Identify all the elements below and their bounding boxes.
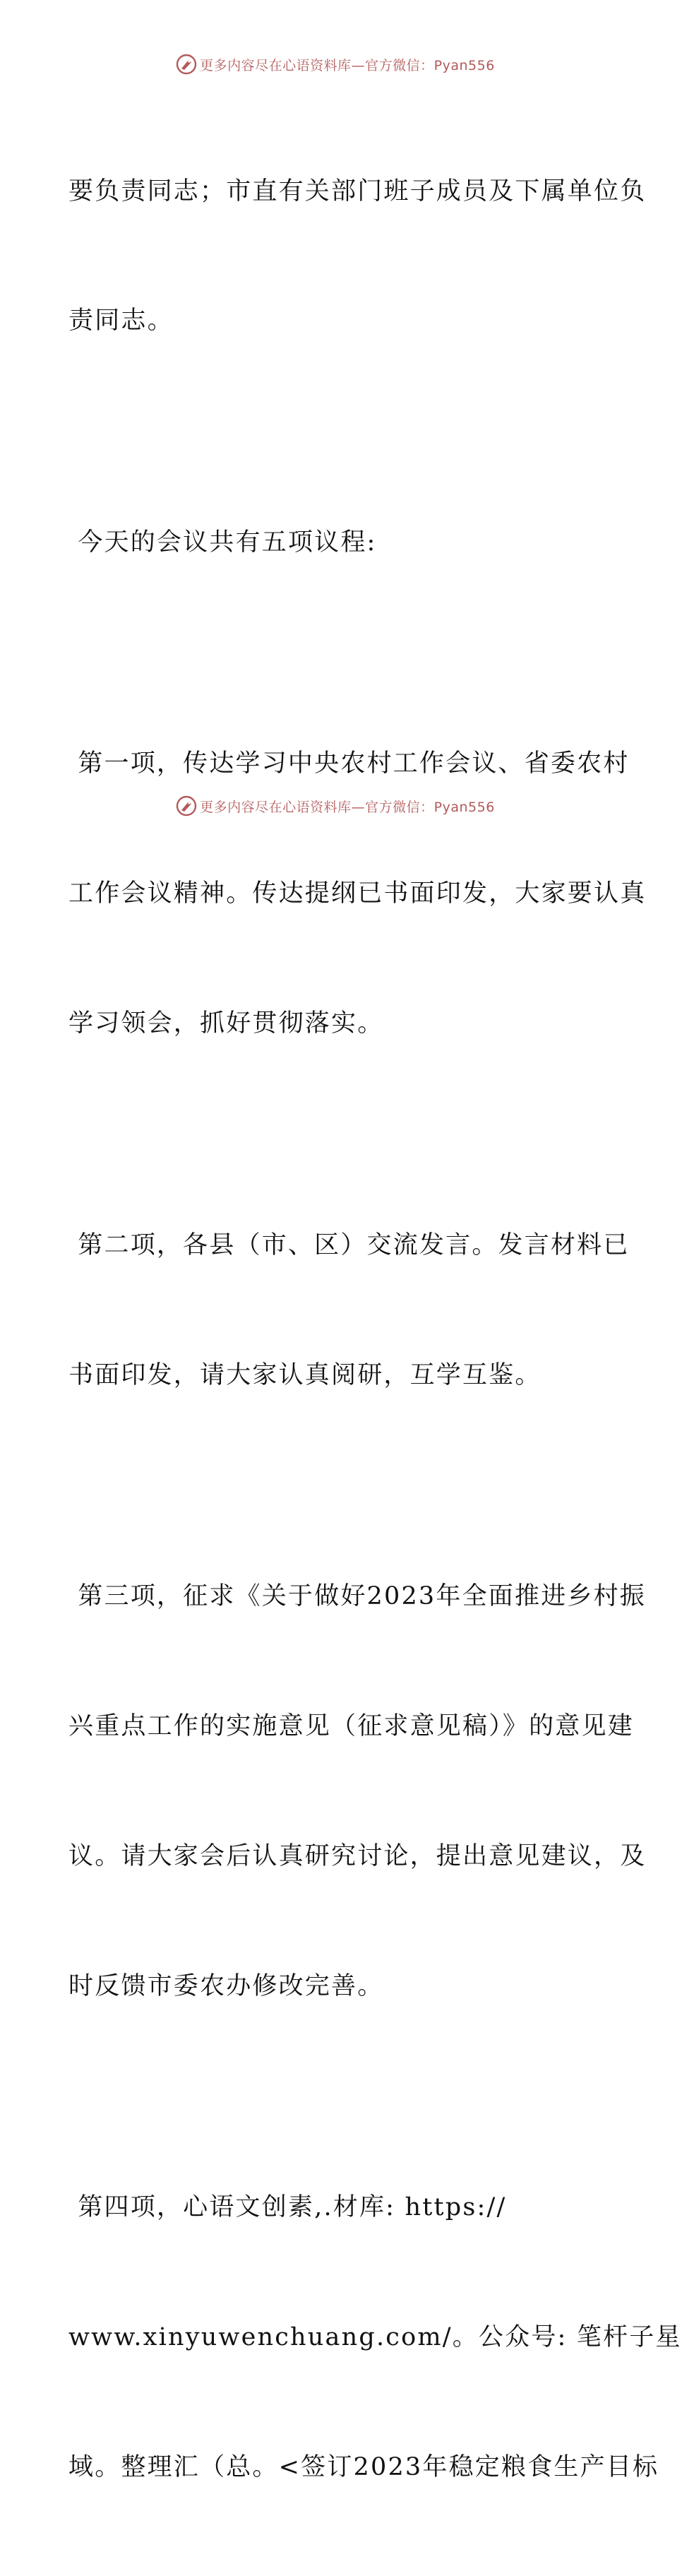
pen-nib-circle-icon [176, 795, 197, 817]
paragraph-5 [68, 1489, 647, 2095]
text-line: 书面印发，请大家认真阅研，互学互鉴。 [68, 1360, 542, 1389]
paragraph-1 [68, 83, 647, 429]
footer-watermark [0, 792, 671, 820]
pen-nib-circle-icon [176, 54, 197, 75]
text-line: 议。请大家会后认真研究讨论，提出意见建议，及 [68, 1841, 647, 1870]
text-line: 今天的会议共有五项议程: [68, 528, 377, 557]
header-watermark [0, 50, 671, 78]
footer-watermark-text: 更多内容尽在心语资料库—官方微信：Pyan556 [200, 799, 495, 815]
text-line: 要负责同志；市直有关部门班子成员及下属单位负 [68, 177, 647, 206]
paragraph-3 [68, 656, 647, 1132]
header-watermark-text: 更多内容尽在心语资料库—官方微信：Pyan556 [200, 57, 495, 73]
text-line: 责同志。 [68, 307, 174, 336]
text-line: 时反馈市委农办修改完善。 [68, 1971, 384, 2000]
document-body [68, 83, 682, 2576]
text-line: www.xinyuwenchuang.com/。公众号: 笔杆子星 [68, 2323, 682, 2352]
text-line: 第二项，各县（市、区）交流发言。发言材料已 [68, 1230, 630, 1259]
text-line: 第四项，心语文创素,.材库: https:// [68, 2193, 507, 2222]
text-line: 第一项，传达学习中央农村工作会议、省委农村 [68, 749, 630, 778]
paragraph-4 [68, 1137, 630, 1483]
paragraph-2 [68, 434, 605, 651]
text-line: 工作会议精神。传达提纲已书面印发，大家要认真 [68, 879, 647, 908]
paragraph-6 [68, 2100, 682, 2576]
text-line: 兴重点工作的实施意见（征求意见稿）》的意见建 [68, 1711, 634, 1740]
text-line: 域。整理汇（总。<签订2023年稳定粮食生产目标 [68, 2453, 659, 2482]
text-line: 学习领会，抓好贯彻落实。 [68, 1009, 384, 1038]
text-line: 第三项，征求《关于做好2023年全面推进乡村振 [68, 1582, 646, 1611]
